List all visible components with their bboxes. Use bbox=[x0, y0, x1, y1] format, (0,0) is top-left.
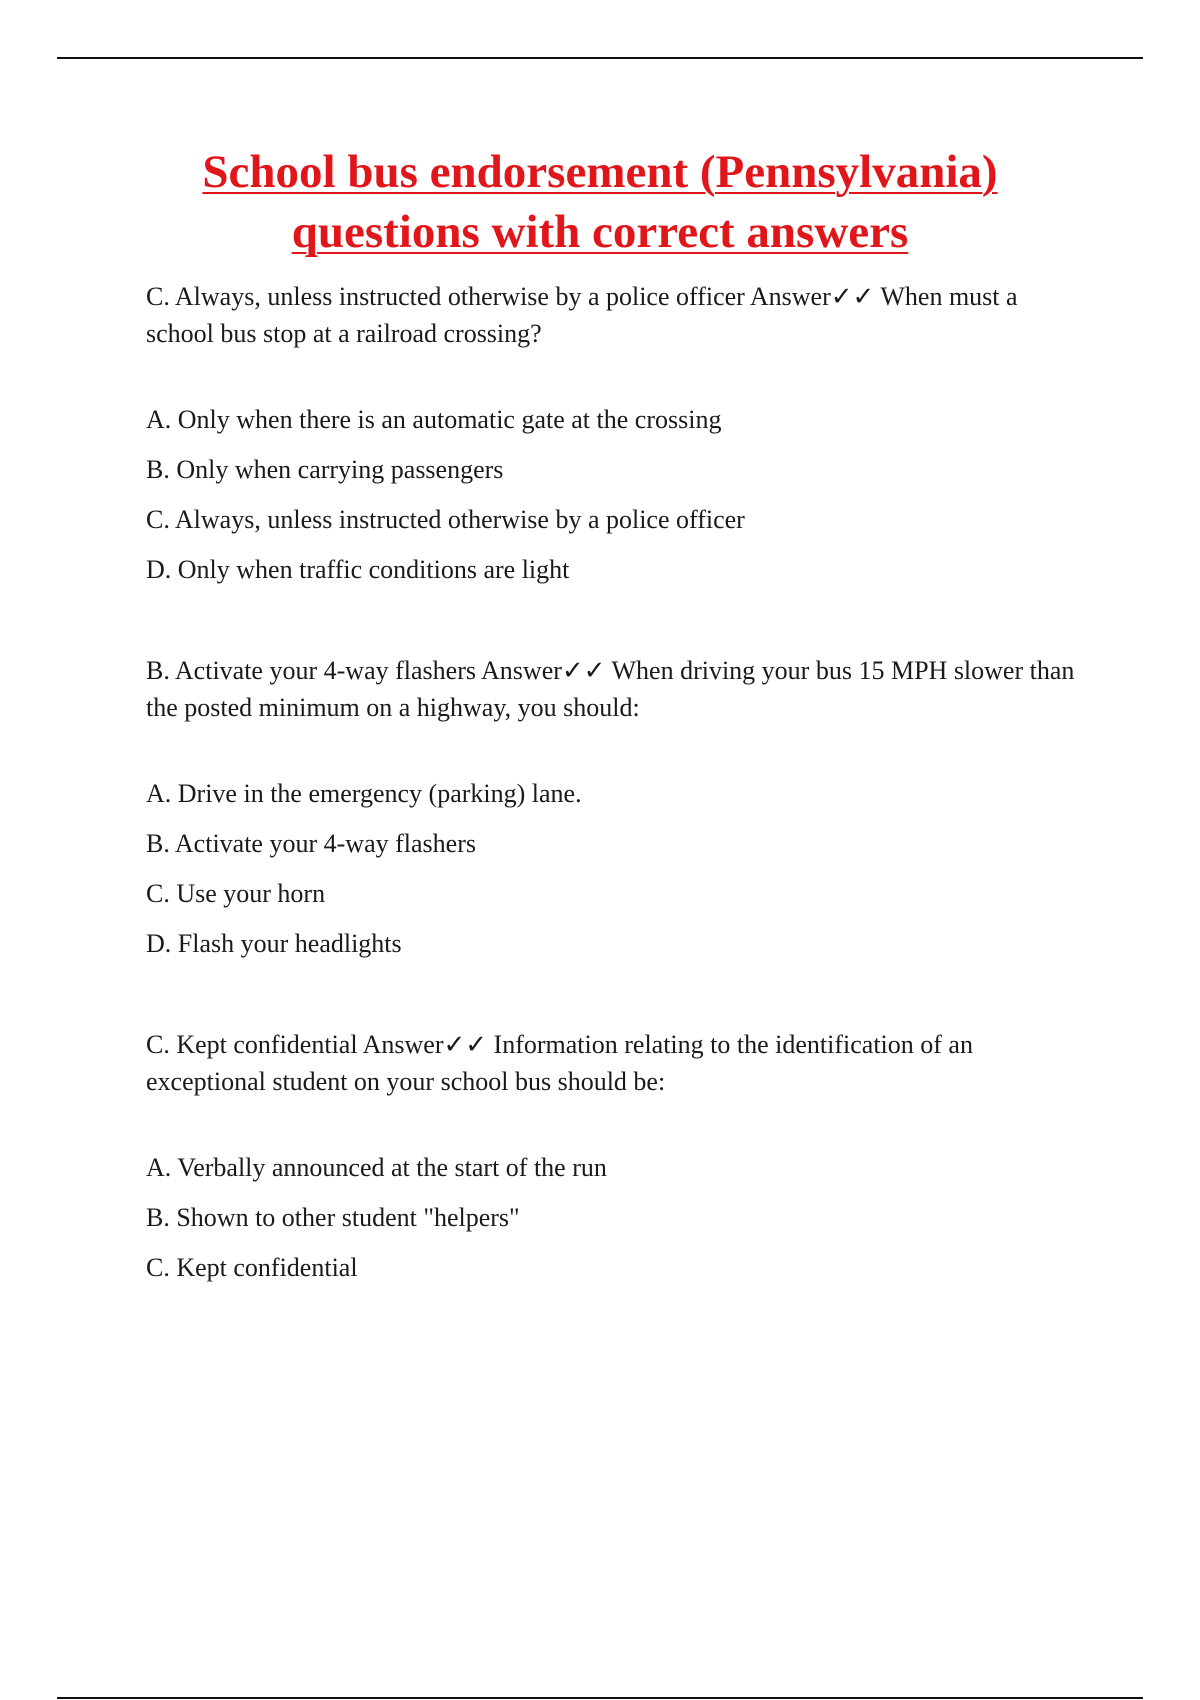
option-a: A. Only when there is an automatic gate at the crossing bbox=[146, 405, 722, 434]
option-d: D. Flash your headlights bbox=[146, 929, 402, 958]
title-line-1: School bus endorsement (Pennsylvania) bbox=[202, 146, 998, 198]
question-text: C. Always, unless instructed otherwise by a police officer Answer✓✓ When must a school bus stop at a railroad crossing? bbox=[146, 282, 1018, 348]
title-line-2: questions with correct answers bbox=[291, 206, 909, 258]
option-c: C. Always, unless instructed otherwise by a police officer bbox=[146, 505, 745, 534]
document-title bbox=[100, 142, 1100, 262]
qa-item-3 bbox=[146, 1026, 1086, 1284]
top-rule bbox=[57, 57, 1143, 59]
option-c: C. Kept confidential bbox=[146, 1253, 358, 1282]
option-a: A. Verbally announced at the start of the run bbox=[146, 1153, 607, 1182]
option-b: B. Shown to other student "helpers" bbox=[146, 1203, 520, 1232]
question-text: B. Activate your 4-way flashers Answer✓✓ When driving your bus 15 MPH slower than the posted minimum on a highway, you should: bbox=[146, 656, 1075, 722]
qa-item-1 bbox=[146, 278, 1086, 586]
qa-item-2 bbox=[146, 652, 1086, 960]
option-c: C. Use your horn bbox=[146, 879, 326, 908]
option-b: B. Activate your 4-way flashers bbox=[146, 829, 476, 858]
option-a: A. Drive in the emergency (parking) lane. bbox=[146, 779, 582, 808]
qa-list bbox=[146, 278, 1086, 1350]
bottom-rule bbox=[57, 1697, 1143, 1699]
option-b: B. Only when carrying passengers bbox=[146, 455, 504, 484]
question-text: C. Kept confidential Answer✓✓ Information relating to the identification of an exceptional student on your school bus should be: bbox=[146, 1030, 973, 1096]
option-d: D. Only when traffic conditions are light bbox=[146, 555, 570, 584]
